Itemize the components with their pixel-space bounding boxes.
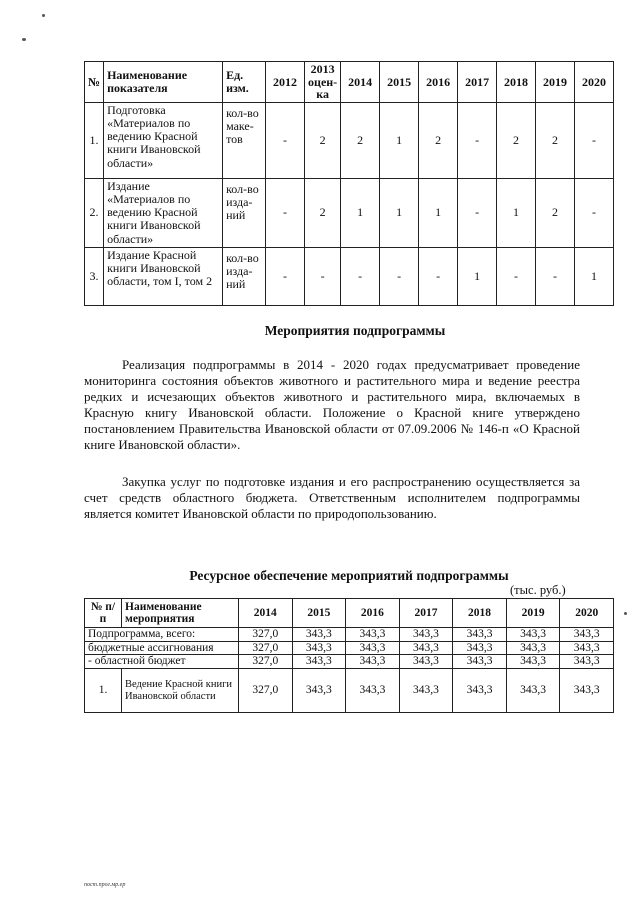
cell-value: - — [458, 102, 497, 178]
year-header: 2015 — [380, 62, 419, 103]
year-header: 2019 — [506, 599, 560, 628]
cell-value: - — [575, 102, 614, 178]
unit-note: (тыс. руб.) — [510, 583, 566, 597]
cell-value: 1 — [497, 178, 536, 247]
year-header: 2020 — [575, 62, 614, 103]
cell-value: - — [341, 247, 380, 305]
cell-value: 1 — [575, 247, 614, 305]
year-header: 2019 — [536, 62, 575, 103]
year-header: 2020 — [560, 599, 614, 628]
unit-header: Ед. изм. — [223, 62, 266, 103]
num-header: № — [85, 62, 104, 103]
cell-value: 343,3 — [453, 669, 507, 713]
cell-value: 327,0 — [239, 669, 293, 713]
cell-value: 343,3 — [346, 669, 400, 713]
cell-value: 2 — [536, 178, 575, 247]
table-row — [85, 669, 614, 713]
cell-value: 343,3 — [399, 655, 453, 669]
cell-value: 1 — [380, 102, 419, 178]
section-title: Мероприятия подпрограммы — [264, 323, 446, 338]
cell-value: 343,3 — [560, 641, 614, 655]
cell-value: - — [266, 102, 305, 178]
cell-value: 343,3 — [292, 669, 346, 713]
funding-table — [84, 598, 614, 713]
cell-value: 343,3 — [506, 669, 560, 713]
cell-value: 2 — [341, 102, 380, 178]
cell-value: 343,3 — [506, 628, 560, 642]
cell-value: 1 — [419, 178, 458, 247]
cell-value: 343,3 — [346, 655, 400, 669]
indicators-header-row — [85, 62, 614, 103]
cell-value: 343,3 — [346, 641, 400, 655]
cell-value: - — [266, 178, 305, 247]
cell-value: 343,3 — [399, 641, 453, 655]
cell-value: 2 — [497, 102, 536, 178]
cell-value: 343,3 — [453, 628, 507, 642]
table-row — [85, 178, 614, 247]
year-header: 2014 — [239, 599, 293, 628]
row-label: бюджетные ассигнования — [85, 641, 239, 655]
year-header: 2016 — [419, 62, 458, 103]
cell-value: 343,3 — [560, 669, 614, 713]
table-row — [85, 102, 614, 178]
cell-value: 343,3 — [399, 669, 453, 713]
cell-value: - — [266, 247, 305, 305]
row-num: 1. — [85, 669, 122, 713]
num-header: № п/п — [85, 599, 122, 628]
cell-value: 343,3 — [292, 655, 346, 669]
cell-value: 343,3 — [346, 628, 400, 642]
table-row — [85, 628, 614, 642]
row-num: 2. — [85, 178, 104, 247]
cell-value: - — [419, 247, 458, 305]
year-header: 2018 — [497, 62, 536, 103]
cell-value: 2 — [419, 102, 458, 178]
scan-speck — [42, 14, 45, 17]
cell-value: - — [497, 247, 536, 305]
row-name: Подготовка «Материалов по ведению Красной книги Ивановской области» — [104, 102, 223, 178]
row-num: 3. — [85, 247, 104, 305]
cell-value: 327,0 — [239, 628, 293, 642]
cell-value: - — [305, 247, 341, 305]
cell-value: 343,3 — [292, 628, 346, 642]
cell-value: 343,3 — [506, 655, 560, 669]
cell-value: 343,3 — [292, 641, 346, 655]
row-name: Издание Красной книги Ивановской области, том I, том 2 — [104, 247, 223, 305]
row-label: - областной бюджет — [85, 655, 239, 669]
cell-value: 327,0 — [239, 641, 293, 655]
year-header: 2015 — [292, 599, 346, 628]
year-header: 2016 — [346, 599, 400, 628]
row-unit: кол-во изда-ний — [223, 247, 266, 305]
year-header: 2017 — [458, 62, 497, 103]
cell-value: 1 — [458, 247, 497, 305]
cell-value: 343,3 — [560, 655, 614, 669]
year-header: 2014 — [341, 62, 380, 103]
funding-header-row — [85, 599, 614, 628]
cell-value: - — [536, 247, 575, 305]
table-row — [85, 641, 614, 655]
cell-value: 2 — [305, 178, 341, 247]
cell-value: 2 — [305, 102, 341, 178]
cell-value: 1 — [380, 178, 419, 247]
year-header: 2017 — [399, 599, 453, 628]
scan-speck — [624, 612, 627, 615]
cell-value: 327,0 — [239, 655, 293, 669]
row-name: Ведение Красной книги Ивановской области — [122, 669, 239, 713]
year-header: 2013 оцен-ка — [305, 62, 341, 103]
body-paragraph: Реализация подпрограммы в 2014 - 2020 годах предусматривает проведение мониторинга состояния объектов животного и растительного мира и ведение реестра редких и исчезающих объектов животного и растительного мира, включаемых в Красную книгу Ивановской области. Положение о Красной книге утверждено постановлением Правительства Ивановской области от 07.09.2006 № 146-п «О Красной книге Ивановской области». — [84, 357, 580, 452]
footer-filename: пост.прог.мр.ер — [84, 882, 126, 888]
cell-value: 343,3 — [453, 655, 507, 669]
row-label: Подпрограмма, всего: — [85, 628, 239, 642]
body-paragraph: Закупка услуг по подготовке издания и его распространению осуществляется за счет средств областного бюджета. Ответственным исполнителем подпрограммы является комитет Ивановской области по природопользованию. — [84, 474, 580, 521]
row-num: 1. — [85, 102, 104, 178]
cell-value: 2 — [536, 102, 575, 178]
year-header: 2012 — [266, 62, 305, 103]
name-header: Наименование мероприятия — [122, 599, 239, 628]
section-title: Ресурсное обеспечение мероприятий подпрограммы — [189, 568, 509, 583]
name-header: Наименование показателя — [104, 62, 223, 103]
cell-value: 343,3 — [399, 628, 453, 642]
cell-value: 343,3 — [506, 641, 560, 655]
cell-value: 343,3 — [453, 641, 507, 655]
cell-value: 1 — [341, 178, 380, 247]
row-name: Издание «Материалов по ведению Красной книги Ивановской области» — [104, 178, 223, 247]
cell-value: - — [575, 178, 614, 247]
scan-speck — [22, 38, 26, 41]
cell-value: - — [458, 178, 497, 247]
year-header: 2018 — [453, 599, 507, 628]
cell-value: - — [380, 247, 419, 305]
row-unit: кол-во маке-тов — [223, 102, 266, 178]
indicators-table — [84, 61, 614, 306]
table-row — [85, 655, 614, 669]
table-row — [85, 247, 614, 305]
cell-value: 343,3 — [560, 628, 614, 642]
row-unit: кол-во изда-ний — [223, 178, 266, 247]
